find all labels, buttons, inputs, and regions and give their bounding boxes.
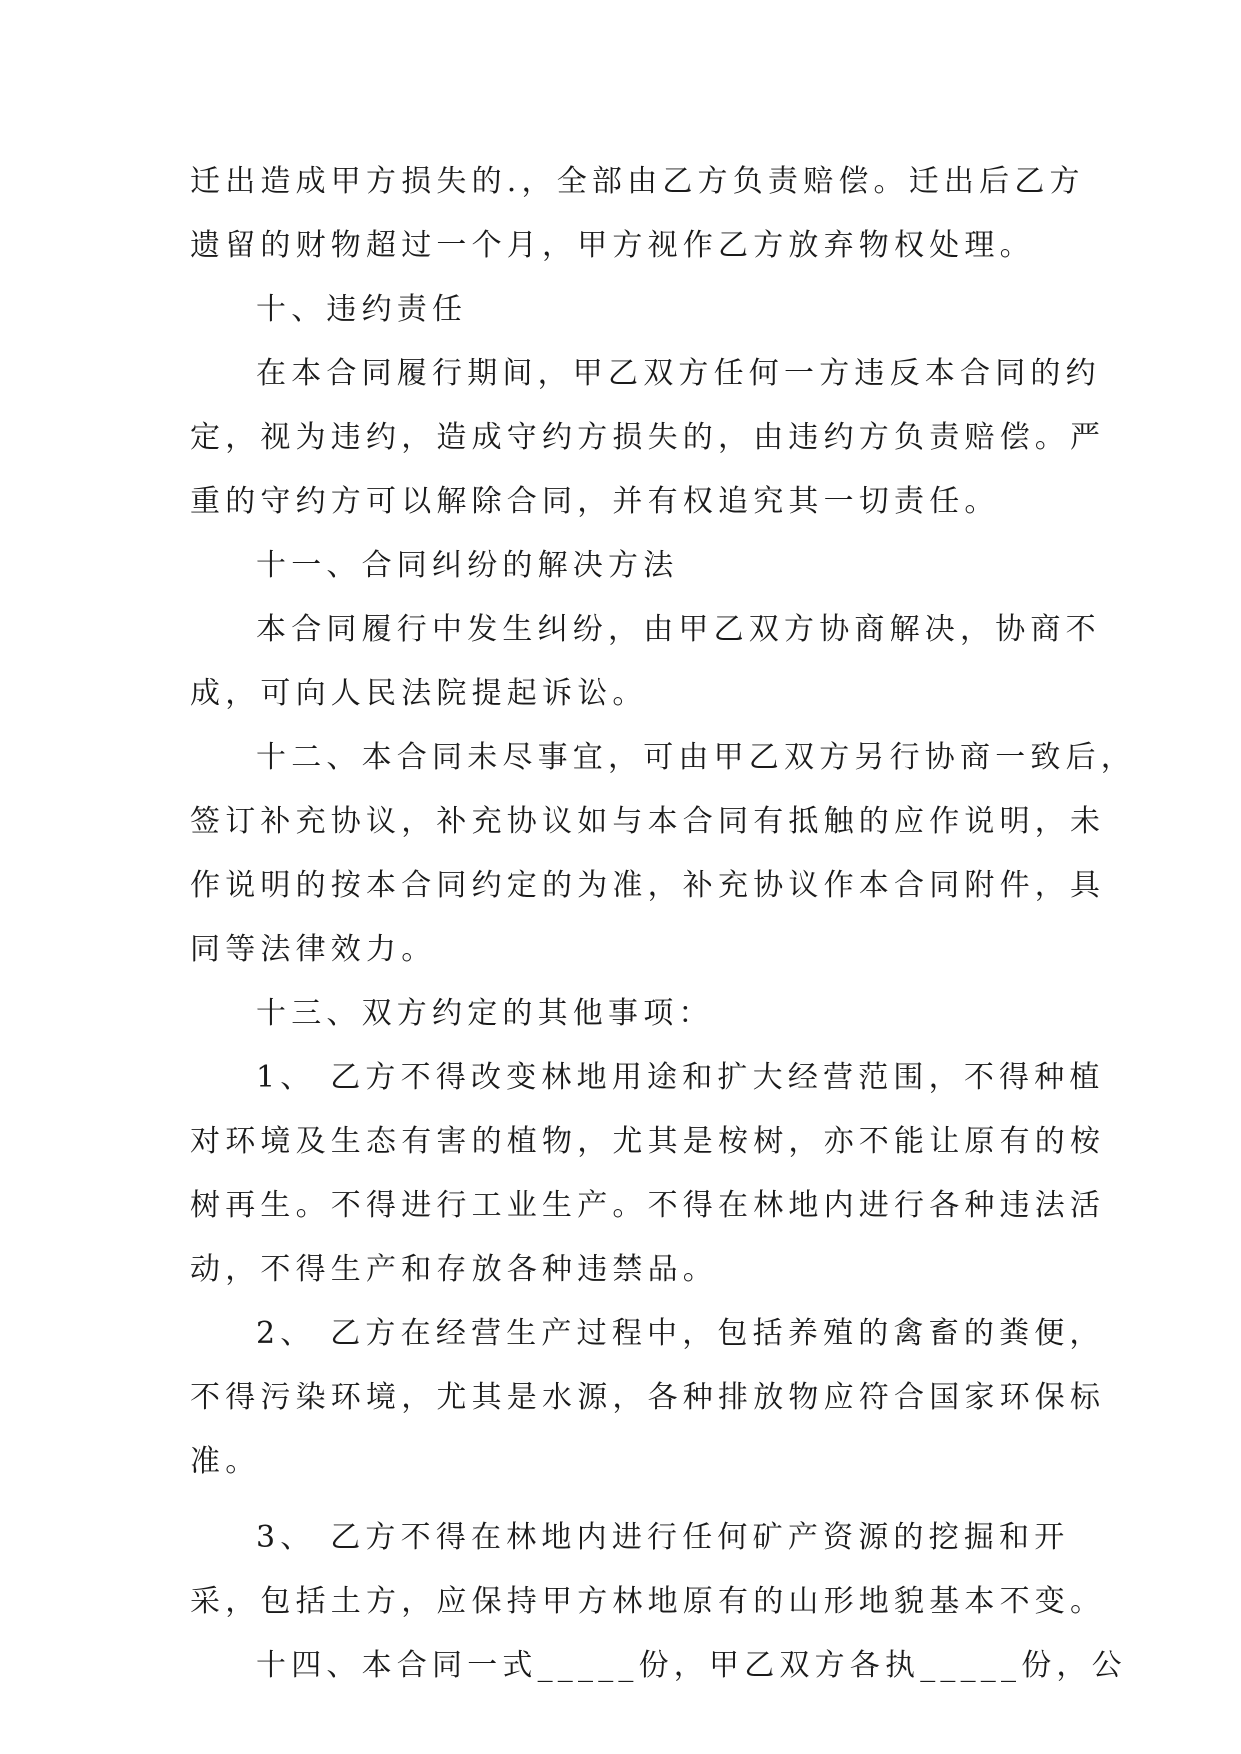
text-line: 采，包括土方，应保持甲方林地原有的山形地貌基本不变。 — [190, 1584, 1106, 1619]
text-line: 定，视为违约，造成守约方损失的，由违约方负责赔偿。严 — [190, 420, 1106, 455]
document-body — [190, 160, 1136, 1708]
text-line: 不得污染环境，尤其是水源，各种排放物应符合国家环保标 — [190, 1380, 1106, 1415]
text-line: 十四、本合同一式_____份，甲乙双方各执_____份，公 — [256, 1648, 1127, 1683]
text-line: 2、 乙方在经营生产过程中，包括养殖的禽畜的粪便， — [256, 1316, 1105, 1351]
text-line: 重的守约方可以解除合同，并有权追究其一切责任。 — [190, 484, 1000, 519]
text-line: 3、 乙方不得在林地内进行任何矿产资源的挖掘和开 — [256, 1520, 1070, 1555]
text-line: 本合同履行中发生纠纷，由甲乙双方协商解决，协商不 — [256, 612, 1101, 647]
text-line: 遗留的财物超过一个月，甲方视作乙方放弃物权处理。 — [190, 228, 1035, 263]
text-line: 迁出造成甲方损失的.，全部由乙方负责赔偿。迁出后乙方 — [190, 164, 1085, 199]
text-line: 准。 — [190, 1444, 261, 1479]
text-line: 1、 乙方不得改变林地用途和扩大经营范围，不得种植 — [256, 1060, 1105, 1095]
text-line: 作说明的按本合同约定的为准，补充协议作本合同附件，具 — [190, 868, 1106, 903]
text-line: 在本合同履行期间，甲乙双方任何一方违反本合同的约 — [256, 356, 1101, 391]
text-line: 十二、本合同未尽事宜，可由甲乙双方另行协商一致后， — [256, 740, 1136, 775]
text-line: 动，不得生产和存放各种违禁品。 — [190, 1252, 718, 1287]
text-line: 同等法律效力。 — [190, 932, 437, 967]
text-line: 对环境及生态有害的植物，尤其是桉树，亦不能让原有的桉 — [190, 1124, 1106, 1159]
text-line: 成，可向人民法院提起诉讼。 — [190, 676, 648, 711]
text-line: 签订补充协议，补充协议如与本合同有抵触的应作说明，未 — [190, 804, 1106, 839]
text-line: 十一、合同纠纷的解决方法 — [256, 548, 679, 583]
text-line: 十三、双方约定的其他事项： — [256, 996, 714, 1031]
text-line: 十、违约责任 — [256, 292, 468, 327]
text-line: 树再生。不得进行工业生产。不得在林地内进行各种违法活 — [190, 1188, 1106, 1223]
